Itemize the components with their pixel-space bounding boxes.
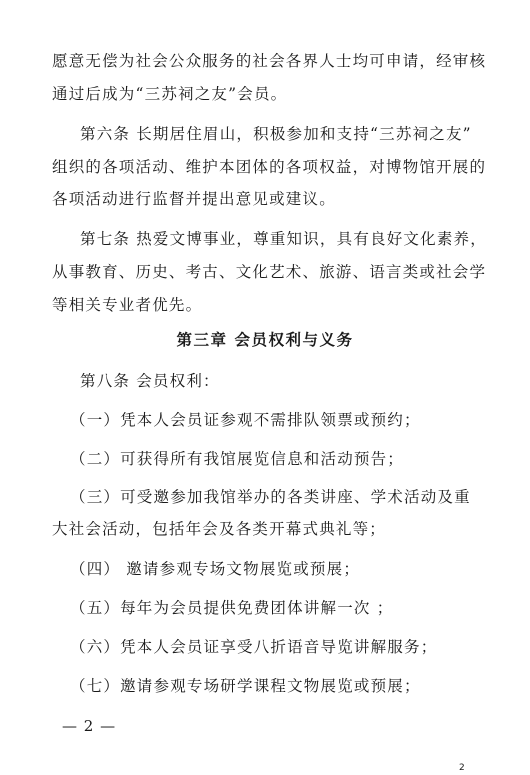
article-6-line-3: 各项活动进行监督并提出意见或建议。 — [52, 190, 336, 208]
article-7-line-3: 等相关专业者优先。 — [52, 296, 203, 314]
article-8-title: 第八条 会员权利： — [80, 372, 220, 390]
right-item-3-line-2: 大社会活动，包括年会及各类开幕式典礼等； — [52, 520, 387, 538]
right-item-7: （七）邀请参观专场研学课程文物展览或预展； — [70, 677, 421, 695]
article-7-line-1: 第七条 热爱文博事业，尊重知识，具有良好文化素养， — [80, 230, 487, 248]
page-footer: — 2 — — [62, 717, 117, 735]
text-line-2: 通过后成为“三苏祠之友”会员。 — [52, 85, 288, 103]
article-7-line-2: 从事教育、历史、考古、文化艺术、旅游、语言类或社会学 — [52, 263, 487, 281]
right-item-5: （五）每年为会员提供免费团体讲解一次 ； — [70, 599, 394, 617]
corner-page-number: 2 — [459, 763, 465, 773]
right-item-6: （六）凭本人会员证享受八折语音导览讲解服务； — [70, 638, 438, 656]
article-6-line-2: 组织的各项活动、维护本团体的各项权益，对博物馆开展的 — [52, 158, 487, 176]
chapter-heading: 第三章 会员权利与义务 — [176, 331, 354, 349]
article-6-line-1: 第六条 长期居住眉山，积极参加和支持“三苏祠之友” — [80, 125, 472, 143]
text-line-1: 愿意无偿为社会公众服务的社会各界人士均可申请，经审核 — [52, 52, 487, 70]
right-item-4: （四） 邀请参观专场文物展览或预展； — [70, 560, 361, 578]
right-item-3-line-1: （三）可受邀参加我馆举办的各类讲座、学术活动及重 — [70, 488, 471, 506]
right-item-1: （一）凭本人会员证参观不需排队领票或预约； — [70, 411, 421, 429]
right-item-2: （二）可获得所有我馆展览信息和活动预告； — [70, 450, 405, 468]
